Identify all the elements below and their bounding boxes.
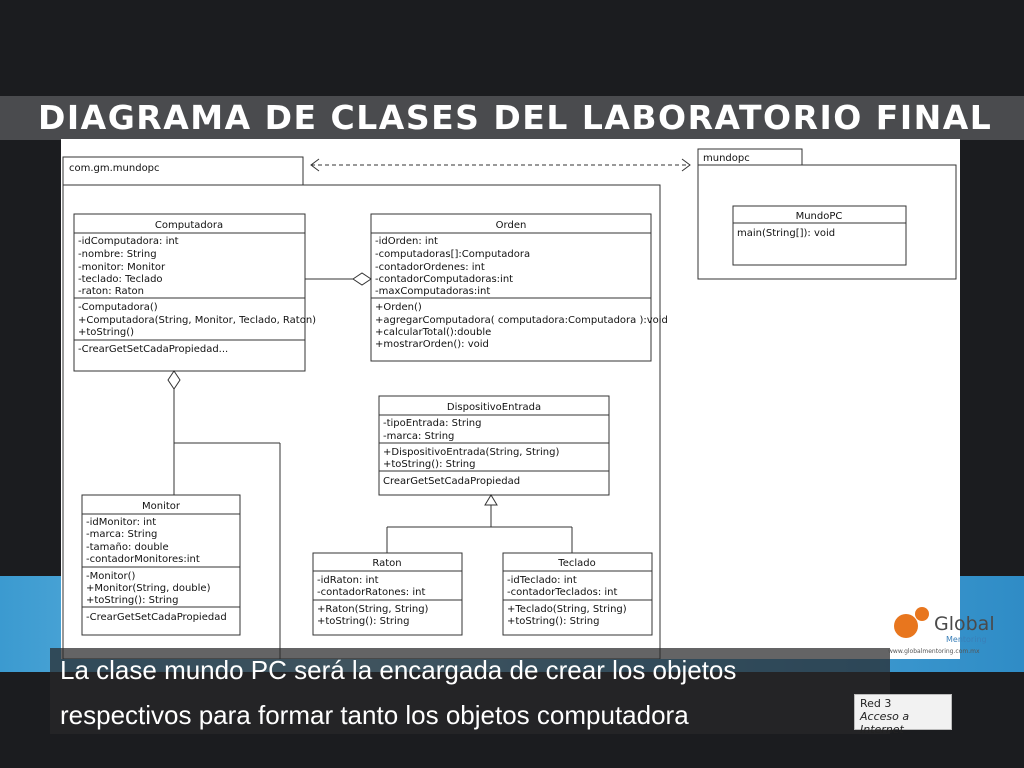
slide-title: DIAGRAMA DE CLASES DEL LABORATORIO FINAL: [38, 98, 993, 137]
logo-url: www.globalmentoring.com.mx: [888, 648, 980, 655]
computadora-method: +toString(): [78, 327, 135, 338]
network-label: Red 3: [860, 697, 892, 710]
computadora-name: Computadora: [154, 220, 224, 231]
teclado-method: +toString(): String: [507, 616, 600, 627]
dispositivo-attr: -tipoEntrada: String: [383, 418, 482, 429]
package-main-label: com.gm.mundopc: [69, 163, 160, 174]
raton-method: +toString(): String: [317, 616, 410, 627]
dispositivo-method: +DispositivoEntrada(String, String): [383, 447, 560, 458]
orden-name: Orden: [495, 220, 527, 231]
teclado-attr: -contadorTeclados: int: [507, 587, 618, 598]
class-raton: [313, 553, 462, 635]
monitor-method: -Monitor(): [86, 571, 136, 582]
orden-method: +mostrarOrden(): void: [375, 339, 489, 350]
class-computadora: [74, 214, 316, 371]
computadora-method: +Computadora(String, Monitor, Teclado, Raton): [78, 315, 317, 326]
uml-diagram: [61, 139, 960, 659]
mundopc-name: MundoPC: [795, 211, 843, 222]
class-mundopc: [733, 206, 906, 265]
caption-line-2: respectivos para formar tanto los objetos computadora: [60, 700, 689, 730]
computadora-method: -Computadora(): [78, 302, 158, 313]
orden-attr: -contadorComputadoras:int: [375, 274, 514, 285]
uml-canvas: [61, 139, 960, 659]
computadora-attr: -nombre: String: [78, 249, 157, 260]
dispositivo-attr: -marca: String: [383, 431, 455, 442]
teclado-attr: -idTeclado: int: [507, 575, 577, 586]
computadora-attr: -idComputadora: int: [78, 236, 179, 247]
mundopc-method: main(String[]): void: [737, 228, 836, 239]
raton-method: +Raton(String, String): [317, 604, 429, 615]
orden-method: +calcularTotal():double: [375, 327, 492, 338]
class-dispositivo-entrada: [379, 396, 609, 495]
monitor-method: +toString(): String: [86, 595, 179, 606]
package-secondary-label: mundopc: [703, 153, 750, 164]
orden-attr: -computadoras[]:Computadora: [375, 249, 531, 260]
class-teclado: [503, 553, 652, 635]
computadora-attr: -raton: Raton: [78, 286, 145, 297]
orden-method: +agregarComputadora( computadora:Computadora ):void: [375, 315, 668, 326]
raton-attr: -idRaton: int: [317, 575, 379, 586]
orden-method: +Orden(): [375, 302, 422, 313]
monitor-extra: -CrearGetSetCadaPropiedad: [86, 612, 227, 623]
logo-dot-icon: [915, 607, 929, 621]
dispositivo-extra: CrearGetSetCadaPropiedad: [383, 476, 521, 487]
orden-attr: -contadorOrdenes: int: [375, 262, 485, 273]
global-mentoring-logo: [884, 600, 1014, 666]
raton-name: Raton: [372, 558, 402, 569]
computadora-extra: -CrearGetSetCadaPropiedad...: [78, 344, 229, 355]
logo-sub: Mentoring: [946, 635, 987, 644]
monitor-name: Monitor: [141, 501, 181, 512]
class-orden: [371, 214, 668, 361]
network-status: Acceso a Internet: [860, 710, 910, 736]
monitor-attr: -contadorMonitores:int: [86, 554, 200, 565]
teclado-name: Teclado: [558, 558, 596, 569]
computadora-attr: -teclado: Teclado: [78, 274, 163, 285]
computadora-attr: -monitor: Monitor: [78, 262, 166, 273]
monitor-attr: -tamaño: double: [86, 542, 169, 553]
dispositivo-method: +toString(): String: [383, 459, 476, 470]
class-monitor: [82, 495, 240, 635]
network-badge[interactable]: [854, 694, 952, 736]
logo-brand: Global: [934, 613, 995, 635]
monitor-attr: -marca: String: [86, 529, 158, 540]
caption-line-1: La clase mundo PC será la encargada de crear los objetos: [60, 655, 737, 685]
monitor-method: +Monitor(String, double): [86, 583, 211, 594]
orden-attr: -maxComputadoras:int: [375, 286, 491, 297]
logo-globe-icon: [894, 614, 918, 638]
orden-attr: -idOrden: int: [375, 236, 438, 247]
teclado-method: +Teclado(String, String): [507, 604, 627, 615]
raton-attr: -contadorRatones: int: [317, 587, 426, 598]
package-dependency-arrow: [311, 159, 690, 171]
top-bar: [0, 0, 1024, 96]
dispositivo-name: DispositivoEntrada: [446, 402, 542, 413]
monitor-attr: -idMonitor: int: [86, 517, 157, 528]
